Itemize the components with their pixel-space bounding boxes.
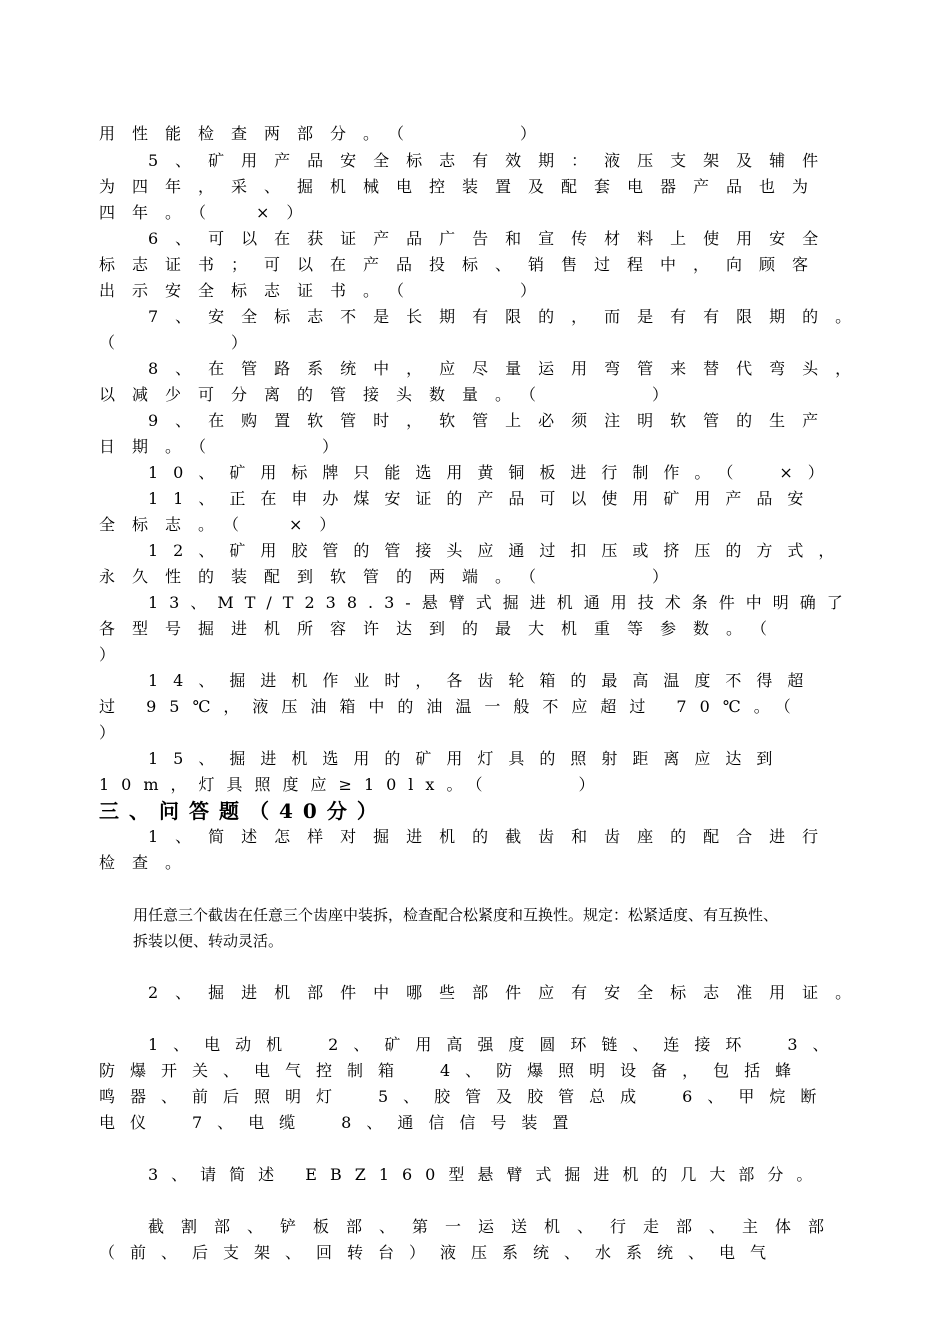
question-9-line-1: 9、在购置软管时，软管上必须注明软管的生产 xyxy=(148,411,836,430)
question-15-line-2: 10m，灯具照度应≥10lx。（ ） xyxy=(99,775,607,794)
answer-2-line-2: 防爆开关、电气控制箱 4、防爆照明设备，包括蜂 xyxy=(99,1061,807,1080)
question-13-line-3: ） xyxy=(99,645,116,664)
essay-question-3: 3、请简述 EBZ160型悬臂式掘进机的几大部分。 xyxy=(148,1165,826,1184)
question-7-line-2: （ ） xyxy=(99,333,265,352)
question-5-line-1: 5、矿用产品安全标志有效期：液压支架及辅件 xyxy=(148,151,836,170)
question-11-line-2: 全标志。（ ×） xyxy=(99,515,353,534)
question-12-line-2: 永久性的装配到软管的两端。（ ） xyxy=(99,567,686,586)
answer-2-line-1: 1、电动机 2、矿用高强度圆环链、连接环 3、 xyxy=(148,1035,844,1054)
question-14-line-3: ） xyxy=(99,723,116,742)
answer-1-line-2: 拆装以便、转动灵活。 xyxy=(133,932,284,950)
question-5-line-2: 为四年，采、掘机械电控装置及配套电器产品也为 xyxy=(99,177,826,196)
question-7-line-1: 7、安全标志不是长期有限的，而是有有限期的。 xyxy=(148,307,869,326)
question-14-line-2: 过 95℃，液压油箱中的油温一般不应超过 70℃。（ xyxy=(99,697,804,716)
section-3-title: 三、问答题（40分） xyxy=(99,799,387,823)
question-12-line-1: 12、矿用胶管的管接头应通过扣压或挤压的方式， xyxy=(148,541,850,560)
question-8-line-1: 8、在管路系统中，应尽量运用弯管来替代弯头， xyxy=(148,359,869,378)
question-13-line-2: 各型号掘进机所容许达到的最大机重等参数。（ xyxy=(99,619,785,638)
question-6-line-1: 6、可以在获证产品广告和宣传材料上使用安全 xyxy=(148,229,836,248)
question-13-line-1: 13、MT/T238.3-悬臂式掘进机通用技术条件中明确了 xyxy=(148,593,854,612)
essay-question-1-line-1: 1、简述怎样对掘进机的截齿和齿座的配合进行 xyxy=(148,827,836,846)
question-9-line-2: 日期。（ ） xyxy=(99,437,356,456)
question-8-line-2: 以减少可分离的管接头数量。（ ） xyxy=(99,385,686,404)
question-11-line-1: 11、正在申办煤安证的产品可以使用矿用产品安 xyxy=(148,489,819,508)
answer-3-line-1: 截割部、铲板部、第一运送机、行走部、主体部 xyxy=(148,1217,842,1236)
judge-line-0: 用性能检查两部分。（ ） xyxy=(99,124,554,143)
question-15-line-1: 15、掘进机选用的矿用灯具的照射距离应达到 xyxy=(148,749,788,768)
question-6-line-3: 出示安全标志证书。（ ） xyxy=(99,281,554,300)
essay-question-1-line-2: 检查。 xyxy=(99,853,199,872)
answer-3-line-2: （前、后支架、回转台）液压系统、水系统、电气 xyxy=(99,1243,782,1262)
question-10: 10、矿用标牌只能选用黄铜板进行制作。（ ×） xyxy=(148,463,839,482)
essay-question-2: 2、掘进机部件中哪些部件应有安全标志准用证。 xyxy=(148,983,869,1002)
answer-2-line-3: 鸣器、前后照明灯 5、胶管及胶管总成 6、甲烷断 xyxy=(99,1087,832,1106)
question-14-line-1: 14、掘进机作业时，各齿轮箱的最高温度不得超 xyxy=(148,671,819,690)
question-6-line-2: 标志证书；可以在产品投标、销售过程中，向顾客 xyxy=(99,255,826,274)
question-5-line-3: 四年。（ ×） xyxy=(99,203,320,222)
answer-1-line-1: 用任意三个截齿在任意三个齿座中装拆，检查配合松紧度和互换性。规定：松紧适度、有互换性、 xyxy=(133,906,779,924)
answer-2-line-4: 电仪 7、电缆 8、通信信号装置 xyxy=(99,1113,584,1132)
